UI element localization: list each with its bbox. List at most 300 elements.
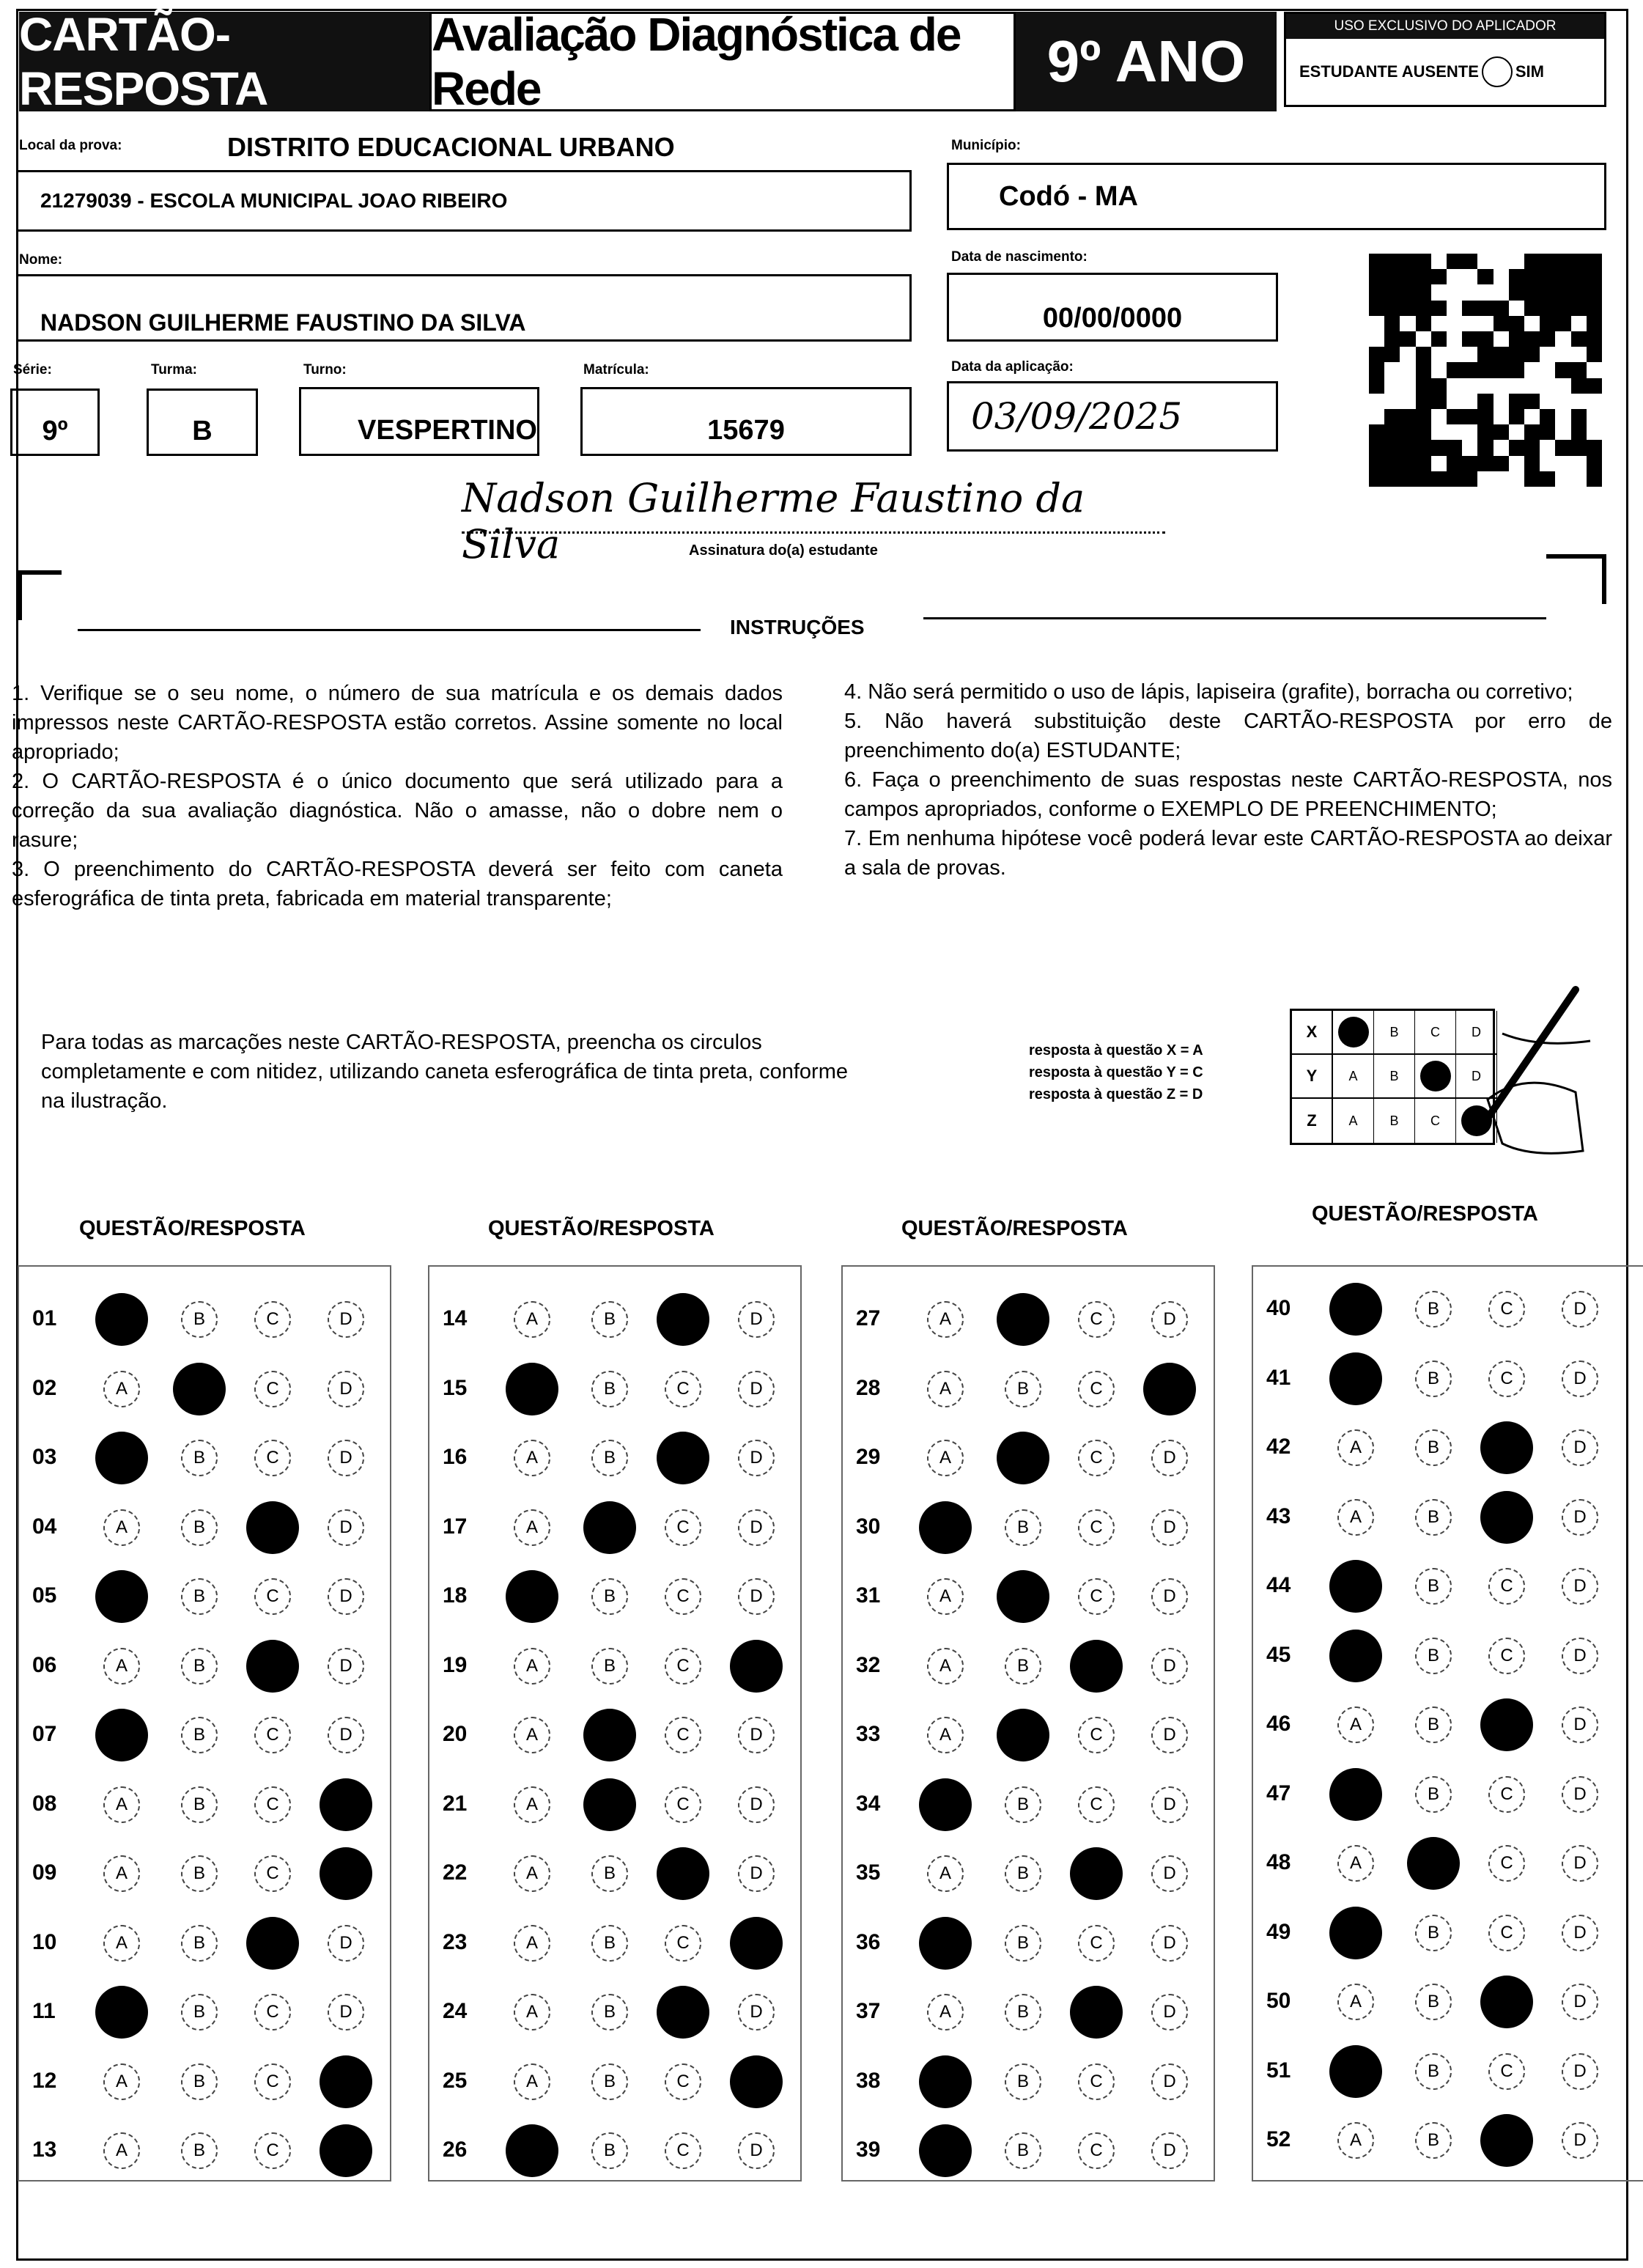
qr-module [1571, 347, 1587, 362]
answer-bubble[interactable]: B [591, 2132, 628, 2169]
aplicacao-value: 03/09/2025 [971, 395, 1183, 438]
answer-bubble-filled[interactable] [95, 1432, 148, 1484]
qr-module [1571, 301, 1587, 316]
aplicacao-label: Data da aplicação: [951, 359, 1074, 375]
answer-bubble[interactable]: D [738, 2132, 775, 2169]
answer-bubble[interactable]: B [1005, 1648, 1041, 1685]
answer-bubble[interactable]: B [1005, 1509, 1041, 1546]
qr-module [1494, 301, 1509, 316]
qr-module [1369, 409, 1384, 424]
answer-bubble[interactable]: C [254, 2063, 291, 2100]
qr-module [1524, 394, 1540, 409]
qr-module [1416, 301, 1431, 316]
qr-module [1494, 424, 1509, 440]
qr-module [1384, 440, 1400, 455]
answer-bubble[interactable]: D [738, 1578, 775, 1615]
qr-module [1447, 456, 1462, 471]
answer-bubble[interactable]: D [1151, 1648, 1188, 1685]
answer-bubble-filled[interactable] [730, 1640, 783, 1693]
answer-bubble[interactable]: A [927, 1578, 964, 1615]
instructions-right [844, 677, 1612, 883]
answer-bubble[interactable]: C [1078, 1925, 1115, 1962]
answer-bubble[interactable]: A [514, 1717, 550, 1753]
municipio-field [947, 163, 1606, 230]
answer-bubble[interactable]: C [665, 1717, 701, 1753]
answer-bubble[interactable]: D [1562, 1568, 1598, 1605]
answer-bubble[interactable]: B [1005, 2132, 1041, 2169]
answer-bubble[interactable]: D [738, 1440, 775, 1476]
answer-bubble[interactable]: D [1562, 1706, 1598, 1743]
answer-bubble[interactable]: B [591, 1578, 628, 1615]
answer-bubble[interactable]: B [591, 1855, 628, 1892]
answer-bubble-filled[interactable] [1329, 2045, 1382, 2098]
answer-bubble-filled[interactable] [919, 2055, 972, 2108]
answer-bubble[interactable]: D [1562, 1499, 1598, 1536]
answer-bubble[interactable]: A [514, 1648, 550, 1685]
example-cell [1333, 1055, 1374, 1099]
answer-bubble[interactable]: C [665, 1371, 701, 1407]
answer-bubble[interactable]: A [927, 1648, 964, 1685]
qr-module [1416, 471, 1431, 487]
answer-bubble[interactable]: D [1562, 2053, 1598, 2090]
answer-bubble[interactable]: C [1078, 1786, 1115, 1823]
answer-bubble-filled[interactable] [320, 2055, 372, 2108]
qr-module [1400, 456, 1415, 471]
answer-bubble-filled[interactable] [997, 1293, 1049, 1346]
answer-bubble-filled[interactable] [1329, 1907, 1382, 1959]
answer-bubble[interactable]: B [1415, 1984, 1452, 2020]
answer-bubble[interactable]: D [738, 1855, 775, 1892]
qr-module [1540, 456, 1555, 471]
qr-module [1571, 331, 1587, 347]
answer-bubble[interactable]: A [927, 1440, 964, 1476]
answer-bubble[interactable]: D [328, 1994, 364, 2030]
answer-bubble[interactable]: C [254, 1786, 291, 1823]
answer-bubble[interactable]: B [1415, 1291, 1452, 1328]
answer-bubble[interactable]: C [1488, 1568, 1525, 1605]
answer-bubble-filled[interactable] [1070, 1847, 1123, 1900]
answer-bubble[interactable]: A [1337, 1499, 1374, 1536]
qr-module [1571, 284, 1587, 300]
answer-bubble[interactable]: B [1415, 1638, 1452, 1674]
qr-module [1555, 456, 1570, 471]
answer-bubble-filled[interactable] [997, 1709, 1049, 1761]
answer-bubble[interactable]: A [927, 1717, 964, 1753]
qr-module [1540, 394, 1555, 409]
answer-bubble[interactable]: D [1151, 1855, 1188, 1892]
example-cell [1333, 1011, 1374, 1055]
question-number: 01 [32, 1306, 57, 1330]
turno-label: Turno: [303, 362, 347, 378]
answer-bubble-filled[interactable] [246, 1501, 299, 1554]
instruction-1: 1. Verifique se o seu nome, o número de sua matrícula e os demais dados impressos neste CARTÃO-RESPOSTA estão corretos. Assine somente no local apropriado; [12, 682, 783, 764]
qr-module [1400, 316, 1415, 331]
answer-bubble-filled[interactable] [657, 1847, 709, 1900]
answer-bubble-filled[interactable] [1407, 1837, 1460, 1890]
answer-bubble[interactable]: D [1151, 1994, 1188, 2030]
qr-module [1509, 456, 1524, 471]
answer-bubble[interactable]: D [328, 1509, 364, 1546]
qr-module [1384, 424, 1400, 440]
answer-bubble[interactable]: A [514, 1509, 550, 1546]
qr-module [1384, 301, 1400, 316]
qr-module [1416, 394, 1431, 409]
answer-bubble[interactable]: D [328, 1301, 364, 1338]
qr-module [1447, 440, 1462, 455]
answer-bubble[interactable]: D [1562, 1291, 1598, 1328]
answer-bubble[interactable]: C [1488, 1361, 1525, 1397]
answer-bubble[interactable]: D [1562, 1915, 1598, 1951]
qr-module [1384, 471, 1400, 487]
nome-field [16, 274, 912, 342]
answer-bubble-filled[interactable] [1329, 1352, 1382, 1405]
answer-bubble[interactable]: A [103, 2132, 140, 2169]
answer-bubble[interactable]: B [1005, 1855, 1041, 1892]
answer-bubble[interactable]: C [1078, 2063, 1115, 2100]
answer-bubble[interactable]: B [181, 1925, 218, 1962]
answer-bubble[interactable]: B [1005, 2063, 1041, 2100]
qr-module [1447, 378, 1462, 394]
answer-bubble-filled[interactable] [320, 2124, 372, 2177]
question-number: 35 [856, 1860, 881, 1885]
answer-bubble[interactable]: D [1151, 1301, 1188, 1338]
answer-bubble[interactable]: D [1151, 1578, 1188, 1615]
answer-bubble[interactable]: B [1005, 1371, 1041, 1407]
answer-bubble[interactable]: C [1488, 2053, 1525, 2090]
example-bubble-option: C [1430, 1024, 1440, 1039]
answer-bubble-filled[interactable] [320, 1778, 372, 1831]
qr-module [1540, 440, 1555, 455]
answer-bubble[interactable]: B [591, 1301, 628, 1338]
answer-bubble[interactable]: B [1415, 1915, 1452, 1951]
example-bubble-filled [1338, 1017, 1369, 1048]
answer-bubble[interactable]: D [328, 1925, 364, 1962]
answer-bubble[interactable]: C [1078, 2132, 1115, 2169]
answer-bubble-filled[interactable] [1480, 1976, 1533, 2028]
answer-bubble[interactable]: C [665, 1648, 701, 1685]
answer-bubble[interactable]: C [254, 1371, 291, 1407]
answer-bubble[interactable]: C [254, 1578, 291, 1615]
answer-bubble[interactable]: B [591, 1440, 628, 1476]
answer-bubble[interactable]: A [514, 1925, 550, 1962]
answer-bubble[interactable]: A [1337, 1706, 1374, 1743]
qr-module [1571, 362, 1587, 378]
answer-bubble[interactable]: D [328, 1440, 364, 1476]
answer-bubble[interactable]: D [1151, 1509, 1188, 1546]
question-number: 20 [443, 1722, 468, 1746]
answer-bubble[interactable]: C [1488, 1291, 1525, 1328]
answer-bubble[interactable]: C [665, 2132, 701, 2169]
answer-bubble[interactable]: C [1078, 1440, 1115, 1476]
answer-bubble[interactable]: D [738, 1994, 775, 2030]
answer-bubble[interactable]: D [738, 1301, 775, 1338]
qr-module [1462, 378, 1477, 394]
qr-module [1369, 269, 1384, 284]
answer-bubble[interactable]: A [103, 1786, 140, 1823]
answer-bubble[interactable]: B [181, 1509, 218, 1546]
answer-bubble[interactable]: A [103, 1371, 140, 1407]
answer-bubble[interactable]: C [254, 1440, 291, 1476]
answer-bubble-filled[interactable] [320, 1847, 372, 1900]
answer-bubble-filled[interactable] [583, 1501, 636, 1554]
answer-bubble[interactable]: C [254, 1855, 291, 1892]
answer-bubble[interactable]: D [738, 1717, 775, 1753]
question-number: 37 [856, 1999, 881, 2023]
qr-module [1587, 471, 1602, 487]
answer-bubble[interactable]: D [1562, 1361, 1598, 1397]
answer-bubble-filled[interactable] [1143, 1363, 1196, 1415]
answer-bubble[interactable]: B [181, 1994, 218, 2030]
answer-bubble[interactable]: B [181, 1578, 218, 1615]
answer-bubble[interactable]: B [591, 1648, 628, 1685]
answer-bubble[interactable]: B [1415, 1499, 1452, 1536]
answer-bubble-filled[interactable] [173, 1363, 226, 1415]
serie-value: 9º [42, 415, 68, 446]
answer-bubble[interactable]: B [1415, 1568, 1452, 1605]
answer-bubble[interactable]: B [181, 1301, 218, 1338]
column-heading: QUESTÃO/RESPOSTA [1312, 1202, 1538, 1226]
qr-module [1555, 409, 1570, 424]
answer-bubble-filled[interactable] [919, 1778, 972, 1831]
answer-bubble-filled[interactable] [919, 2124, 972, 2177]
answer-bubble[interactable]: C [254, 1994, 291, 2030]
example-question-label: X [1292, 1011, 1333, 1055]
answer-bubble[interactable]: D [328, 1578, 364, 1615]
answer-bubble-filled[interactable] [95, 1986, 148, 2039]
answer-bubble[interactable]: C [665, 1509, 701, 1546]
answer-bubble[interactable]: D [1562, 1776, 1598, 1813]
answer-bubble[interactable]: A [514, 1301, 550, 1338]
qr-module [1384, 409, 1400, 424]
example-bubble-option: C [1430, 1113, 1440, 1128]
qr-module [1431, 316, 1447, 331]
answer-bubble[interactable]: D [1151, 2063, 1188, 2100]
answer-bubble-filled[interactable] [1329, 1283, 1382, 1336]
answer-bubble[interactable]: D [738, 1786, 775, 1823]
qr-module [1400, 409, 1415, 424]
answer-bubble-filled[interactable] [997, 1432, 1049, 1484]
answer-bubble[interactable]: A [514, 2063, 550, 2100]
qr-module [1540, 378, 1555, 394]
answer-bubble[interactable]: D [738, 1371, 775, 1407]
answer-bubble[interactable]: B [591, 2063, 628, 2100]
answer-bubble[interactable]: C [1488, 1638, 1525, 1674]
qr-module [1524, 254, 1540, 269]
answer-bubble[interactable]: C [1488, 1845, 1525, 1882]
answer-bubble[interactable]: B [1415, 1429, 1452, 1466]
answer-bubble[interactable]: B [181, 1855, 218, 1892]
answer-bubble[interactable]: C [665, 1786, 701, 1823]
answer-bubble-filled[interactable] [1070, 1986, 1123, 2039]
answer-bubble[interactable]: A [103, 2063, 140, 2100]
answer-bubble-filled[interactable] [1329, 1560, 1382, 1613]
answer-bubble[interactable]: B [1415, 2122, 1452, 2159]
answer-bubble[interactable]: A [927, 1994, 964, 2030]
answer-bubble[interactable]: B [181, 2063, 218, 2100]
answer-bubble[interactable]: A [927, 1301, 964, 1338]
answer-bubble-filled[interactable] [583, 1778, 636, 1831]
answer-bubble[interactable]: C [254, 1301, 291, 1338]
answer-bubble[interactable]: B [591, 1994, 628, 2030]
qr-module [1369, 254, 1384, 269]
answer-bubble[interactable]: C [1078, 1509, 1115, 1546]
answer-bubble[interactable]: D [1151, 1440, 1188, 1476]
answer-bubble-filled[interactable] [919, 1501, 972, 1554]
answer-bubble[interactable]: B [1005, 1786, 1041, 1823]
question-number: 30 [856, 1514, 881, 1539]
answer-bubble[interactable]: D [1151, 1786, 1188, 1823]
answer-bubble[interactable]: C [665, 1925, 701, 1962]
qr-module [1571, 269, 1587, 284]
answer-bubble-filled[interactable] [246, 1917, 299, 1970]
answer-bubble[interactable]: D [1562, 1638, 1598, 1674]
answer-bubble[interactable]: B [1005, 1994, 1041, 2030]
answer-bubble[interactable]: D [1151, 1717, 1188, 1753]
answer-bubble[interactable]: B [181, 2132, 218, 2169]
answer-bubble-filled[interactable] [1480, 1491, 1533, 1544]
qr-module [1587, 394, 1602, 409]
qr-module [1416, 409, 1431, 424]
answer-bubble[interactable]: D [328, 1371, 364, 1407]
qr-module [1524, 409, 1540, 424]
turno-field [299, 387, 539, 456]
answer-bubble-filled[interactable] [730, 2055, 783, 2108]
answer-bubble[interactable]: B [1415, 1706, 1452, 1743]
qr-module [1509, 378, 1524, 394]
answer-bubble-filled[interactable] [730, 1917, 783, 1970]
answer-bubble[interactable]: A [927, 1855, 964, 1892]
answer-bubble-filled[interactable] [95, 1709, 148, 1761]
answer-bubble[interactable]: A [103, 1648, 140, 1685]
answer-bubble[interactable]: D [328, 1648, 364, 1685]
answer-bubble[interactable]: B [591, 1371, 628, 1407]
answer-bubble[interactable]: C [254, 2132, 291, 2169]
answer-bubble[interactable]: C [254, 1717, 291, 1753]
answer-bubble[interactable]: B [1415, 1361, 1452, 1397]
answer-bubble[interactable]: B [1415, 1776, 1452, 1813]
qr-module [1447, 409, 1462, 424]
answer-bubble[interactable]: D [328, 1717, 364, 1753]
question-number: 48 [1266, 1850, 1291, 1874]
qr-module [1509, 394, 1524, 409]
qr-module [1462, 394, 1477, 409]
qr-module [1540, 362, 1555, 378]
answer-bubble[interactable]: B [181, 1786, 218, 1823]
answer-bubble[interactable]: C [1488, 1776, 1525, 1813]
answer-bubble[interactable]: B [1415, 2053, 1452, 2090]
instructions-corner-left [18, 570, 62, 620]
answer-bubble[interactable]: D [1562, 1429, 1598, 1466]
answer-bubble[interactable]: C [665, 1578, 701, 1615]
answer-bubble[interactable]: C [665, 2063, 701, 2100]
answer-bubble[interactable]: A [514, 1786, 550, 1823]
qr-module [1524, 284, 1540, 300]
absent-checkbox[interactable] [1482, 56, 1513, 87]
answer-bubble[interactable]: D [738, 1509, 775, 1546]
answer-bubble[interactable]: A [514, 1994, 550, 2030]
answer-bubble[interactable]: A [1337, 2122, 1374, 2159]
answer-bubble[interactable]: B [181, 1717, 218, 1753]
answer-bubble-filled[interactable] [506, 2124, 558, 2177]
qr-module [1369, 456, 1384, 471]
answer-bubble-filled[interactable] [1329, 1630, 1382, 1682]
answer-bubble[interactable]: D [1151, 2132, 1188, 2169]
qr-module [1462, 284, 1477, 300]
qr-module [1477, 331, 1493, 347]
answer-bubble[interactable]: A [1337, 1845, 1374, 1882]
answer-bubble[interactable]: C [1078, 1371, 1115, 1407]
answer-bubble-filled[interactable] [1480, 2114, 1533, 2167]
answer-bubble[interactable]: A [927, 1371, 964, 1407]
answer-bubble[interactable]: A [514, 1440, 550, 1476]
qr-module [1447, 347, 1462, 362]
answer-bubble[interactable]: A [1337, 1984, 1374, 2020]
answer-bubble[interactable]: C [1078, 1717, 1115, 1753]
answer-bubble[interactable]: D [1562, 2122, 1598, 2159]
example-cell [1415, 1055, 1456, 1099]
question-number: 39 [856, 2138, 881, 2162]
answer-bubble[interactable]: C [1078, 1578, 1115, 1615]
answer-bubble-filled[interactable] [1070, 1640, 1123, 1693]
answer-bubble[interactable]: A [514, 1855, 550, 1892]
answer-bubble[interactable]: B [181, 1440, 218, 1476]
qr-code [1369, 254, 1602, 487]
qr-module [1587, 269, 1602, 284]
answer-bubble-filled[interactable] [246, 1640, 299, 1693]
example-bubble-filled [1420, 1061, 1451, 1091]
qr-module [1540, 254, 1555, 269]
answer-bubble-filled[interactable] [95, 1570, 148, 1623]
answer-bubble-filled[interactable] [657, 1432, 709, 1484]
answer-bubble[interactable]: B [181, 1648, 218, 1685]
qr-module [1416, 378, 1431, 394]
answer-bubble[interactable]: C [1078, 1301, 1115, 1338]
qr-module [1416, 424, 1431, 440]
qr-module [1462, 269, 1477, 284]
answer-bubble[interactable]: A [103, 1509, 140, 1546]
answer-bubble-filled[interactable] [1480, 1698, 1533, 1751]
answer-bubble[interactable]: D [1151, 1925, 1188, 1962]
answer-bubble[interactable]: D [1562, 1984, 1598, 2020]
answer-bubble-filled[interactable] [506, 1570, 558, 1623]
answer-bubble-filled[interactable] [657, 1293, 709, 1346]
answer-bubble[interactable]: B [591, 1925, 628, 1962]
answer-bubble-filled[interactable] [1480, 1421, 1533, 1474]
answer-bubble[interactable]: A [1337, 1429, 1374, 1466]
answer-bubble[interactable]: C [1488, 1915, 1525, 1951]
question-number: 22 [443, 1860, 468, 1885]
answer-bubble-filled[interactable] [583, 1709, 636, 1761]
answer-bubble-filled[interactable] [506, 1363, 558, 1415]
answer-bubble-filled[interactable] [657, 1986, 709, 2039]
answer-bubble[interactable]: A [103, 1855, 140, 1892]
qr-module [1477, 424, 1493, 440]
answer-bubble-filled[interactable] [95, 1293, 148, 1346]
answer-bubble[interactable]: D [1562, 1845, 1598, 1882]
question-number: 16 [443, 1445, 468, 1469]
answer-bubble-filled[interactable] [1329, 1768, 1382, 1821]
qr-module [1400, 331, 1415, 347]
qr-module [1400, 269, 1415, 284]
answer-bubble-filled[interactable] [997, 1570, 1049, 1623]
answer-bubble[interactable]: A [103, 1925, 140, 1962]
answer-bubble[interactable]: B [1005, 1925, 1041, 1962]
question-number: 52 [1266, 2127, 1291, 2151]
qr-module [1369, 284, 1384, 300]
qr-module [1509, 471, 1524, 487]
answer-bubble-filled[interactable] [919, 1917, 972, 1970]
qr-module [1384, 254, 1400, 269]
